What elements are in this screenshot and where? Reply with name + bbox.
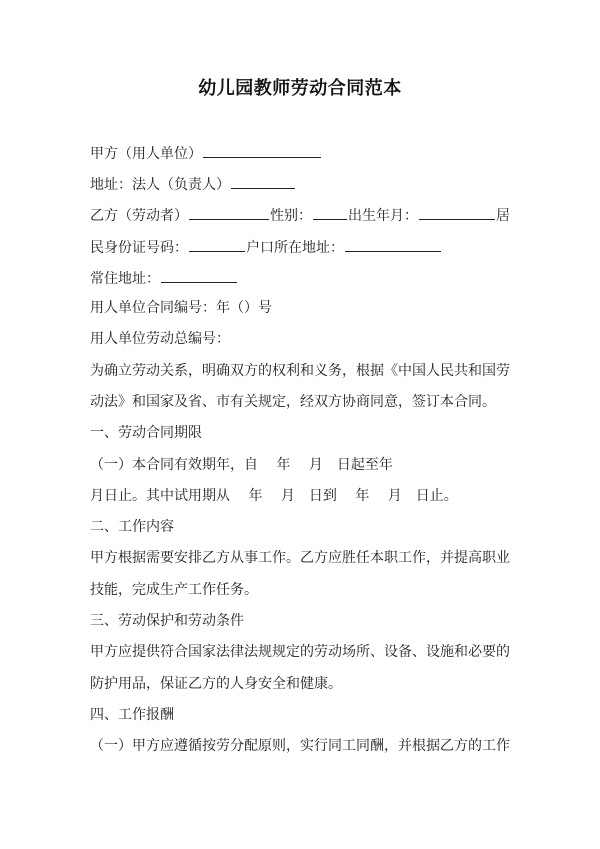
section-3-heading: 三、劳动保护和劳动条件 [90, 613, 244, 629]
section-4-heading: 四、工作报酬 [90, 707, 174, 723]
birth-label: 出生年月： [348, 208, 418, 224]
party-b-label: 乙方（劳动者） [90, 208, 188, 224]
birth-blank[interactable] [419, 205, 495, 220]
address-line [90, 174, 296, 194]
section-1-line-2: 月日止。其中试用期从 年 月 日到 年 月 日止。 [90, 488, 458, 504]
section-2-line-2: 技能，完成生产工作任务。 [90, 582, 258, 598]
legal-rep-blank[interactable] [231, 174, 295, 189]
section-2-line-1: 甲方根据需要安排乙方从事工作。乙方应胜任本职工作，并提高职业 [90, 550, 510, 566]
contract-number-line: 用人单位合同编号：年（）号 [90, 300, 272, 316]
address-label: 地址：法人（负责人） [90, 177, 230, 193]
section-3-line-1: 甲方应提供符合国家法律法规规定的劳动场所、设备、设施和必要的 [90, 644, 510, 660]
party-b-line [90, 205, 510, 225]
party-a-blank[interactable] [203, 143, 321, 158]
household-blank[interactable] [345, 237, 441, 252]
purpose-paragraph-line-2: 动法》和国家及省、市有关规定，经双方协商同意，签订本合同。 [90, 394, 496, 410]
section-2-heading: 二、工作内容 [90, 519, 174, 535]
id-line [90, 237, 442, 257]
section-1-line-1: （一）本合同有效期年，自 年 月 日起至年 [90, 457, 393, 473]
purpose-paragraph-line-1: 为确立劳动关系，明确双方的权利和义务，根据《中国人民共和国劳 [90, 363, 510, 379]
document-title: 幼儿园教师劳动合同范本 [198, 78, 402, 99]
section-3-line-2: 防护用品，保证乙方的人身安全和健康。 [90, 676, 342, 692]
permanent-address-line [90, 268, 238, 288]
id-number-blank[interactable] [189, 237, 245, 252]
party-b-name-blank[interactable] [189, 205, 269, 220]
party-a-label: 甲方（用人单位） [90, 146, 202, 162]
residence-start: 居 [496, 208, 510, 224]
section-4-line-1: （一）甲方应遵循按劳分配原则，实行同工同酬，并根据乙方的工作 [90, 738, 510, 754]
total-number-line: 用人单位劳动总编号： [90, 331, 230, 347]
household-label: 户口所在地址： [246, 240, 344, 256]
permanent-address-blank[interactable] [161, 268, 237, 283]
gender-blank[interactable] [313, 205, 347, 220]
id-label: 民身份证号码： [90, 240, 188, 256]
permanent-address-label: 常住地址： [90, 271, 160, 287]
gender-label: 性别： [270, 208, 312, 224]
section-1-heading: 一、劳动合同期限 [90, 425, 202, 441]
party-a-line [90, 143, 322, 163]
